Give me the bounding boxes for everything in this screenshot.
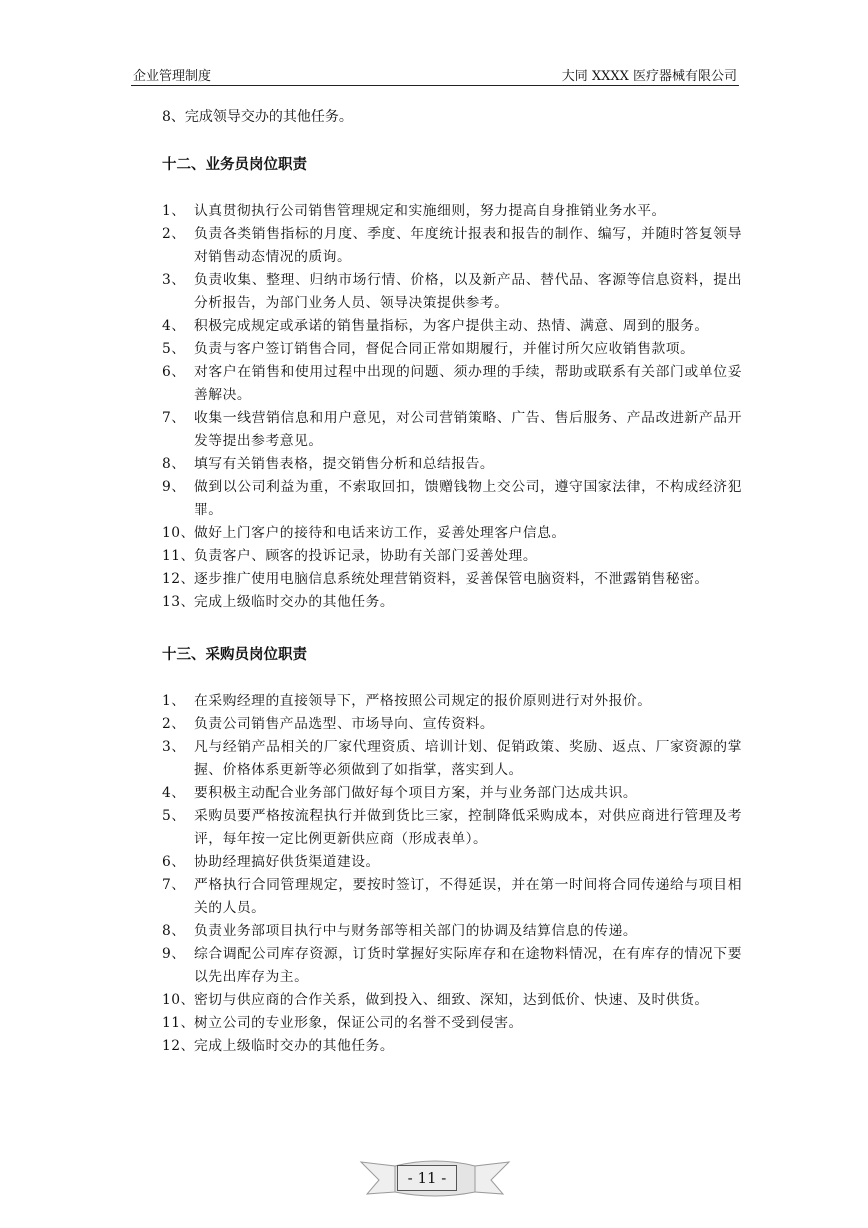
item-number: 2、 bbox=[162, 226, 186, 242]
item-number: 11、 bbox=[162, 548, 195, 564]
list-item bbox=[162, 269, 742, 315]
list-item bbox=[162, 315, 742, 338]
item-text: 负责与客户签订销售合同，督促合同正常如期履行，并催讨所欠应收销售款项。 bbox=[194, 341, 695, 357]
item-number: 1、 bbox=[162, 203, 186, 219]
list-item bbox=[162, 522, 742, 545]
item-text: 积极完成规定或承诺的销售量指标，为客户提供主动、热情、满意、周到的服务。 bbox=[194, 318, 709, 334]
header-company-name: 大同 XXXX 医疗器械有限公司 bbox=[561, 69, 737, 84]
item-text: 树立公司的专业形象，保证公司的名誉不受到侵害。 bbox=[194, 1015, 523, 1031]
item-number: 12、 bbox=[162, 1038, 195, 1054]
list-item bbox=[162, 545, 742, 568]
item-number: 10、 bbox=[162, 992, 195, 1008]
list-item bbox=[162, 568, 742, 591]
item-text: 填写有关销售表格，提交销售分析和总结报告。 bbox=[194, 456, 495, 472]
list-item bbox=[162, 851, 742, 874]
list-item bbox=[162, 453, 742, 476]
item-number: 6、 bbox=[162, 364, 186, 380]
salesperson-duty-list bbox=[162, 200, 742, 614]
intro-item: 8、完成领导交办的其他任务。 bbox=[162, 109, 353, 125]
list-item bbox=[162, 338, 742, 361]
list-item bbox=[162, 200, 742, 223]
item-number: 4、 bbox=[162, 785, 186, 801]
item-text: 做好上门客户的接待和电话来访工作，妥善处理客户信息。 bbox=[194, 525, 566, 541]
item-number: 1、 bbox=[162, 693, 186, 709]
page-header bbox=[131, 63, 739, 86]
item-number: 8、 bbox=[162, 923, 186, 939]
item-number: 2、 bbox=[162, 716, 186, 732]
document-body bbox=[162, 106, 742, 1058]
list-item bbox=[162, 361, 742, 407]
item-number: 3、 bbox=[162, 272, 186, 288]
item-text: 收集一线营销信息和用户意见，对公司营销策略、广告、售后服务、产品改进新产品开发等提出参考意见。 bbox=[194, 410, 742, 449]
item-number: 11、 bbox=[162, 1015, 195, 1031]
item-text: 完成上级临时交办的其他任务。 bbox=[194, 594, 395, 610]
item-text: 凡与经销产品相关的厂家代理资质、培训计划、促销政策、奖励、返点、厂家资源的掌握、价格体系更新等必须做到了如指掌，落实到人。 bbox=[194, 739, 742, 778]
item-text: 认真贯彻执行公司销售管理规定和实施细则，努力提高自身推销业务水平。 bbox=[194, 203, 666, 219]
item-number: 6、 bbox=[162, 854, 186, 870]
list-item bbox=[162, 476, 742, 522]
item-number: 3、 bbox=[162, 739, 186, 755]
list-item bbox=[162, 690, 742, 713]
item-text: 负责公司销售产品选型、市场导向、宣传资料。 bbox=[194, 716, 495, 732]
item-text: 严格执行合同管理规定，要按时签订，不得延误，并在第一时间将合同传递给与项目相关的人员。 bbox=[194, 877, 742, 916]
item-text: 逐步推广使用电脑信息系统处理营销资料，妥善保管电脑资料，不泄露销售秘密。 bbox=[194, 571, 709, 587]
item-number: 9、 bbox=[162, 479, 186, 495]
item-text: 负责收集、整理、归纳市场行情、价格，以及新产品、替代品、客源等信息资料，提出分析报告，为部门业务人员、领导决策提供参考。 bbox=[194, 272, 742, 311]
item-number: 5、 bbox=[162, 808, 186, 824]
item-text: 在采购经理的直接领导下，严格按照公司规定的报价原则进行对外报价。 bbox=[194, 693, 652, 709]
item-number: 10、 bbox=[162, 525, 195, 541]
list-item bbox=[162, 1035, 742, 1058]
item-number: 12、 bbox=[162, 571, 195, 587]
item-text: 对客户在销售和使用过程中出现的问题、须办理的手续，帮助或联系有关部门或单位妥善解决。 bbox=[194, 364, 742, 403]
list-item bbox=[162, 943, 742, 989]
item-text: 密切与供应商的合作关系，做到投入、细致、深知，达到低价、快速、及时供货。 bbox=[194, 992, 709, 1008]
item-number: 13、 bbox=[162, 594, 195, 610]
list-item bbox=[162, 591, 742, 614]
list-item bbox=[162, 805, 742, 851]
list-item bbox=[162, 782, 742, 805]
item-text: 负责业务部项目执行中与财务部等相关部门的协调及结算信息的传递。 bbox=[194, 923, 638, 939]
list-item bbox=[162, 713, 742, 736]
item-text: 协助经理搞好供货渠道建设。 bbox=[194, 854, 380, 870]
item-number: 9、 bbox=[162, 946, 186, 962]
list-item bbox=[162, 989, 742, 1012]
item-text: 做到以公司利益为重，不索取回扣，馈赠钱物上交公司，遵守国家法律，不构成经济犯罪。 bbox=[194, 479, 742, 518]
list-item bbox=[162, 874, 742, 920]
item-text: 要积极主动配合业务部门做好每个项目方案，并与业务部门达成共识。 bbox=[194, 785, 638, 801]
item-text: 负责各类销售指标的月度、季度、年度统计报表和报告的制作、编写，并随时答复领导对销售动态情况的质询。 bbox=[194, 226, 742, 265]
section-heading-salesperson: 十二、业务员岗位职责 bbox=[162, 156, 307, 173]
item-number: 7、 bbox=[162, 877, 186, 893]
page-footer bbox=[355, 1150, 515, 1204]
item-text: 综合调配公司库存资源，订货时掌握好实际库存和在途物料情况，在有库存的情况下要以先出库存为主。 bbox=[194, 946, 742, 985]
section-heading-purchaser: 十三、采购员岗位职责 bbox=[162, 646, 307, 663]
page-number: - 11 - bbox=[397, 1165, 457, 1191]
item-text: 采购员要严格按流程执行并做到货比三家，控制降低采购成本，对供应商进行管理及考评，每年按一定比例更新供应商（形成表单）。 bbox=[194, 808, 742, 847]
item-number: 8、 bbox=[162, 456, 186, 472]
list-item bbox=[162, 223, 742, 269]
list-item bbox=[162, 920, 742, 943]
item-text: 完成上级临时交办的其他任务。 bbox=[194, 1038, 395, 1054]
item-number: 7、 bbox=[162, 410, 186, 426]
list-item bbox=[162, 407, 742, 453]
item-number: 5、 bbox=[162, 341, 186, 357]
list-item bbox=[162, 1012, 742, 1035]
list-item bbox=[162, 736, 742, 782]
item-text: 负责客户、顾客的投诉记录，协助有关部门妥善处理。 bbox=[194, 548, 538, 564]
item-number: 4、 bbox=[162, 318, 186, 334]
purchaser-duty-list bbox=[162, 690, 742, 1058]
header-left-title: 企业管理制度 bbox=[133, 69, 212, 84]
